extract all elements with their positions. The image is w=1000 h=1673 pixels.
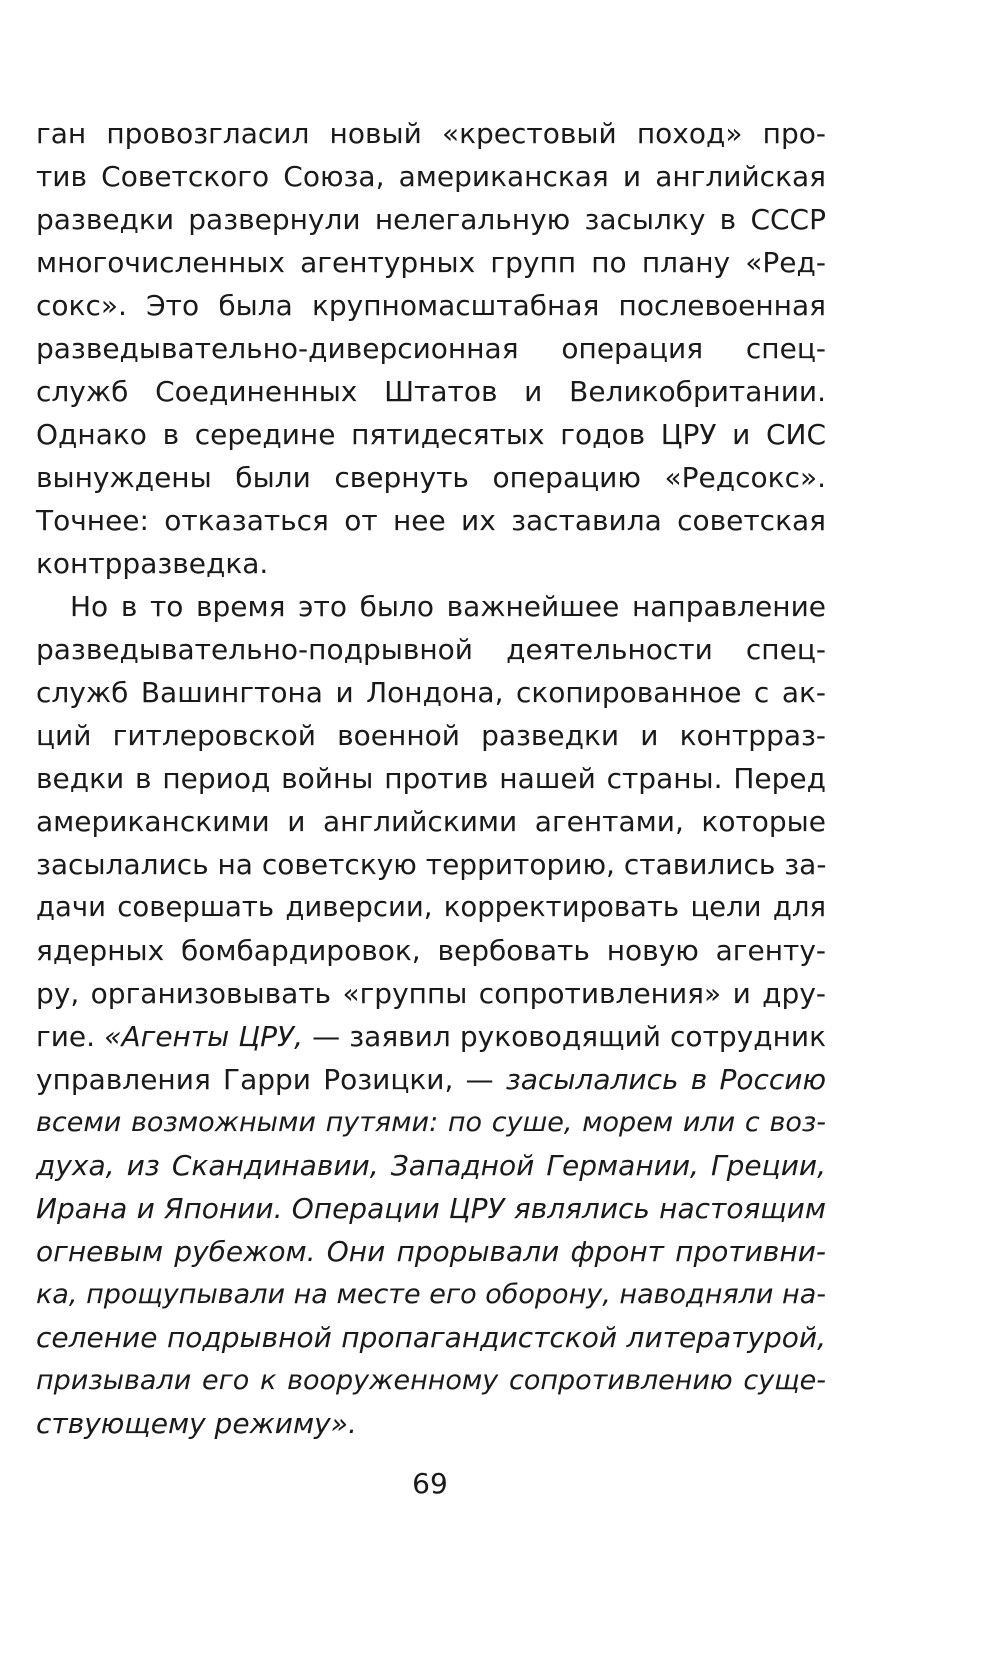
text-line	[36, 155, 826, 198]
text-segment: Точнее: отказаться от нее их заставила советская	[36, 504, 826, 537]
text-line	[36, 1058, 826, 1101]
text-segment: разведывательно-диверсионная операция спец-	[36, 332, 826, 365]
text-line	[36, 671, 826, 714]
text-line	[36, 456, 826, 499]
italic-quote-text: ка, прощупывали на месте его оборону, наводняли на-	[36, 1279, 826, 1310]
text-line	[36, 1144, 826, 1187]
text-line	[36, 757, 826, 800]
text-segment: разведывательно-подрывной деятельности спец-	[36, 633, 826, 666]
text-segment: разведки развернули нелегальную засылку в СССР	[36, 203, 826, 236]
text-segment: служб Соединенных Штатов и Великобритании.	[36, 375, 826, 408]
text-line	[36, 929, 826, 972]
text-segment: ядерных бомбардировок, вербовать новую агенту-	[36, 934, 826, 967]
text-segment: Однако в середине пятидесятых годов ЦРУ и СИС	[36, 418, 826, 451]
text-line	[36, 1316, 826, 1359]
text-segment: ру, организовывать «группы сопротивления» и дру-	[36, 977, 826, 1010]
text-line	[36, 1230, 826, 1273]
italic-quote-text: всеми возможными путями: по суше, морем или с воз-	[36, 1107, 826, 1138]
text-line	[36, 112, 826, 155]
text-segment: ган провозгласил новый «крестовый поход» про-	[36, 117, 826, 150]
body-text	[36, 112, 826, 1445]
italic-quote-text: ствующему режиму».	[36, 1407, 357, 1440]
text-segment: вынуждены были свернуть операцию «Редсокс».	[36, 461, 826, 494]
text-line	[36, 542, 826, 585]
text-segment: тив Советского Союза, американская и английская	[36, 160, 826, 193]
page-number: 69	[412, 1467, 448, 1500]
text-line	[36, 972, 826, 1015]
italic-quote-text: духа, из Скандинавии, Западной Германии, Греции,	[36, 1149, 826, 1182]
text-line	[36, 628, 826, 671]
text-line	[36, 585, 826, 628]
text-line	[36, 1273, 826, 1316]
text-line	[36, 1359, 826, 1402]
text-line	[36, 284, 826, 327]
text-line	[36, 843, 826, 886]
text-segment: дачи совершать диверсии, корректировать цели для	[36, 891, 826, 923]
text-line	[36, 327, 826, 370]
text-segment: ведки в период войны против нашей страны. Перед	[36, 762, 826, 795]
text-line	[36, 886, 826, 929]
text-segment: гие.	[36, 1020, 105, 1053]
italic-quote-text: «Агенты ЦРУ,	[104, 1020, 304, 1053]
text-segment: американскими и английскими агентами, которые	[36, 805, 826, 838]
text-segment: — заявил руководящий сотрудник	[303, 1020, 826, 1053]
text-line	[36, 1015, 826, 1058]
text-line	[36, 499, 826, 542]
text-segment: служб Вашингтона и Лондона, скопированное с ак-	[36, 676, 826, 709]
text-line	[36, 1402, 826, 1445]
text-line	[36, 370, 826, 413]
text-segment: управления Гарри Розицки, —	[36, 1063, 506, 1096]
italic-quote-text: призывали его к вооруженному сопротивлению суще-	[36, 1365, 826, 1396]
text-line	[36, 1101, 826, 1144]
text-segment: многочисленных агентурных групп по плану «Ред-	[36, 246, 826, 279]
text-segment: сокс». Это была крупномасштабная послевоенная	[36, 289, 826, 322]
text-segment: Но в то время это было важнейшее направление	[70, 590, 826, 623]
italic-quote-text: огневым рубежом. Они прорывали фронт противни-	[36, 1235, 826, 1268]
italic-quote-text: засылались в Россию	[505, 1063, 827, 1096]
text-line	[36, 241, 826, 284]
italic-quote-text: Ирана и Японии. Операции ЦРУ являлись настоящим	[36, 1192, 826, 1225]
text-line	[36, 413, 826, 456]
italic-quote-text: селение подрывной пропагандистской литературой,	[36, 1321, 826, 1354]
text-segment: засылались на советскую территорию, ставились за-	[36, 848, 827, 881]
text-line	[36, 714, 826, 757]
text-segment: контрразведка.	[36, 547, 269, 580]
text-line	[36, 800, 826, 843]
text-line	[36, 198, 826, 241]
text-segment: ций гитлеровской военной разведки и контрраз-	[36, 719, 826, 752]
text-line	[36, 1187, 826, 1230]
